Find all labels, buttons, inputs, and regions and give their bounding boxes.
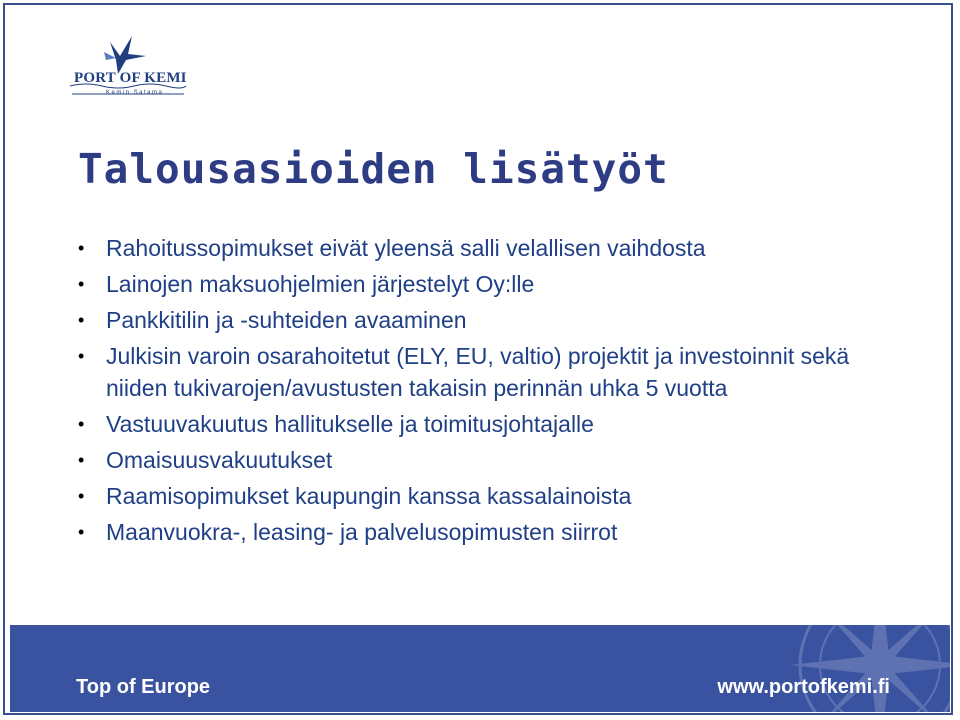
slide-title: Talousasioiden lisätyöt: [78, 145, 669, 193]
bullet-text: Maanvuokra-, leasing- ja palvelusopimusten siirrot: [106, 519, 618, 545]
bullet-text: Raamisopimukset kaupungin kanssa kassalainoista: [106, 483, 632, 509]
bullet-text: Julkisin varoin osarahoitetut (ELY, EU, valtio) projektit ja investoinnit sekä niiden tukivarojen/avustusten takaisin perinnän uhka 5 vuotta: [106, 343, 850, 401]
logo-name: PORT OF KEMI: [74, 70, 187, 86]
bullet-text: Omaisuusvakuutukset: [106, 447, 333, 473]
bullet-dot-icon: •: [78, 346, 85, 366]
bullet-dot-icon: •: [78, 414, 85, 434]
footer-tagline: Top of Europe: [76, 676, 211, 698]
footer-website: www.portofkemi.fi: [717, 676, 890, 698]
bullet-text: Pankkitilin ja -suhteiden avaaminen: [106, 307, 467, 333]
bullet-item: [76, 408, 896, 440]
bullet-dot-icon: •: [78, 238, 85, 258]
footer-bar: [10, 625, 950, 712]
bullet-item: [76, 444, 896, 476]
bullet-item: [76, 304, 896, 336]
bullet-dot-icon: •: [78, 522, 85, 542]
bullet-item: [76, 232, 896, 264]
bullet-text: Lainojen maksuohjelmien järjestelyt Oy:lle: [106, 271, 535, 297]
bullet-item: [76, 516, 896, 548]
bullet-dot-icon: •: [78, 274, 85, 294]
bullet-item: [76, 268, 896, 300]
bullet-item: [76, 340, 896, 404]
bullet-list: [76, 232, 896, 552]
port-of-kemi-logo: [66, 30, 196, 100]
bullet-text: Vastuuvakuutus hallitukselle ja toimitusjohtajalle: [106, 411, 594, 437]
bullet-dot-icon: •: [78, 450, 85, 470]
bullet-dot-icon: •: [78, 310, 85, 330]
bullet-dot-icon: •: [78, 486, 85, 506]
bullet-text: Rahoitussopimukset eivät yleensä salli velallisen vaihdosta: [106, 235, 706, 261]
bullet-item: [76, 480, 896, 512]
logo-subtitle: Kemin Satama: [106, 90, 164, 96]
